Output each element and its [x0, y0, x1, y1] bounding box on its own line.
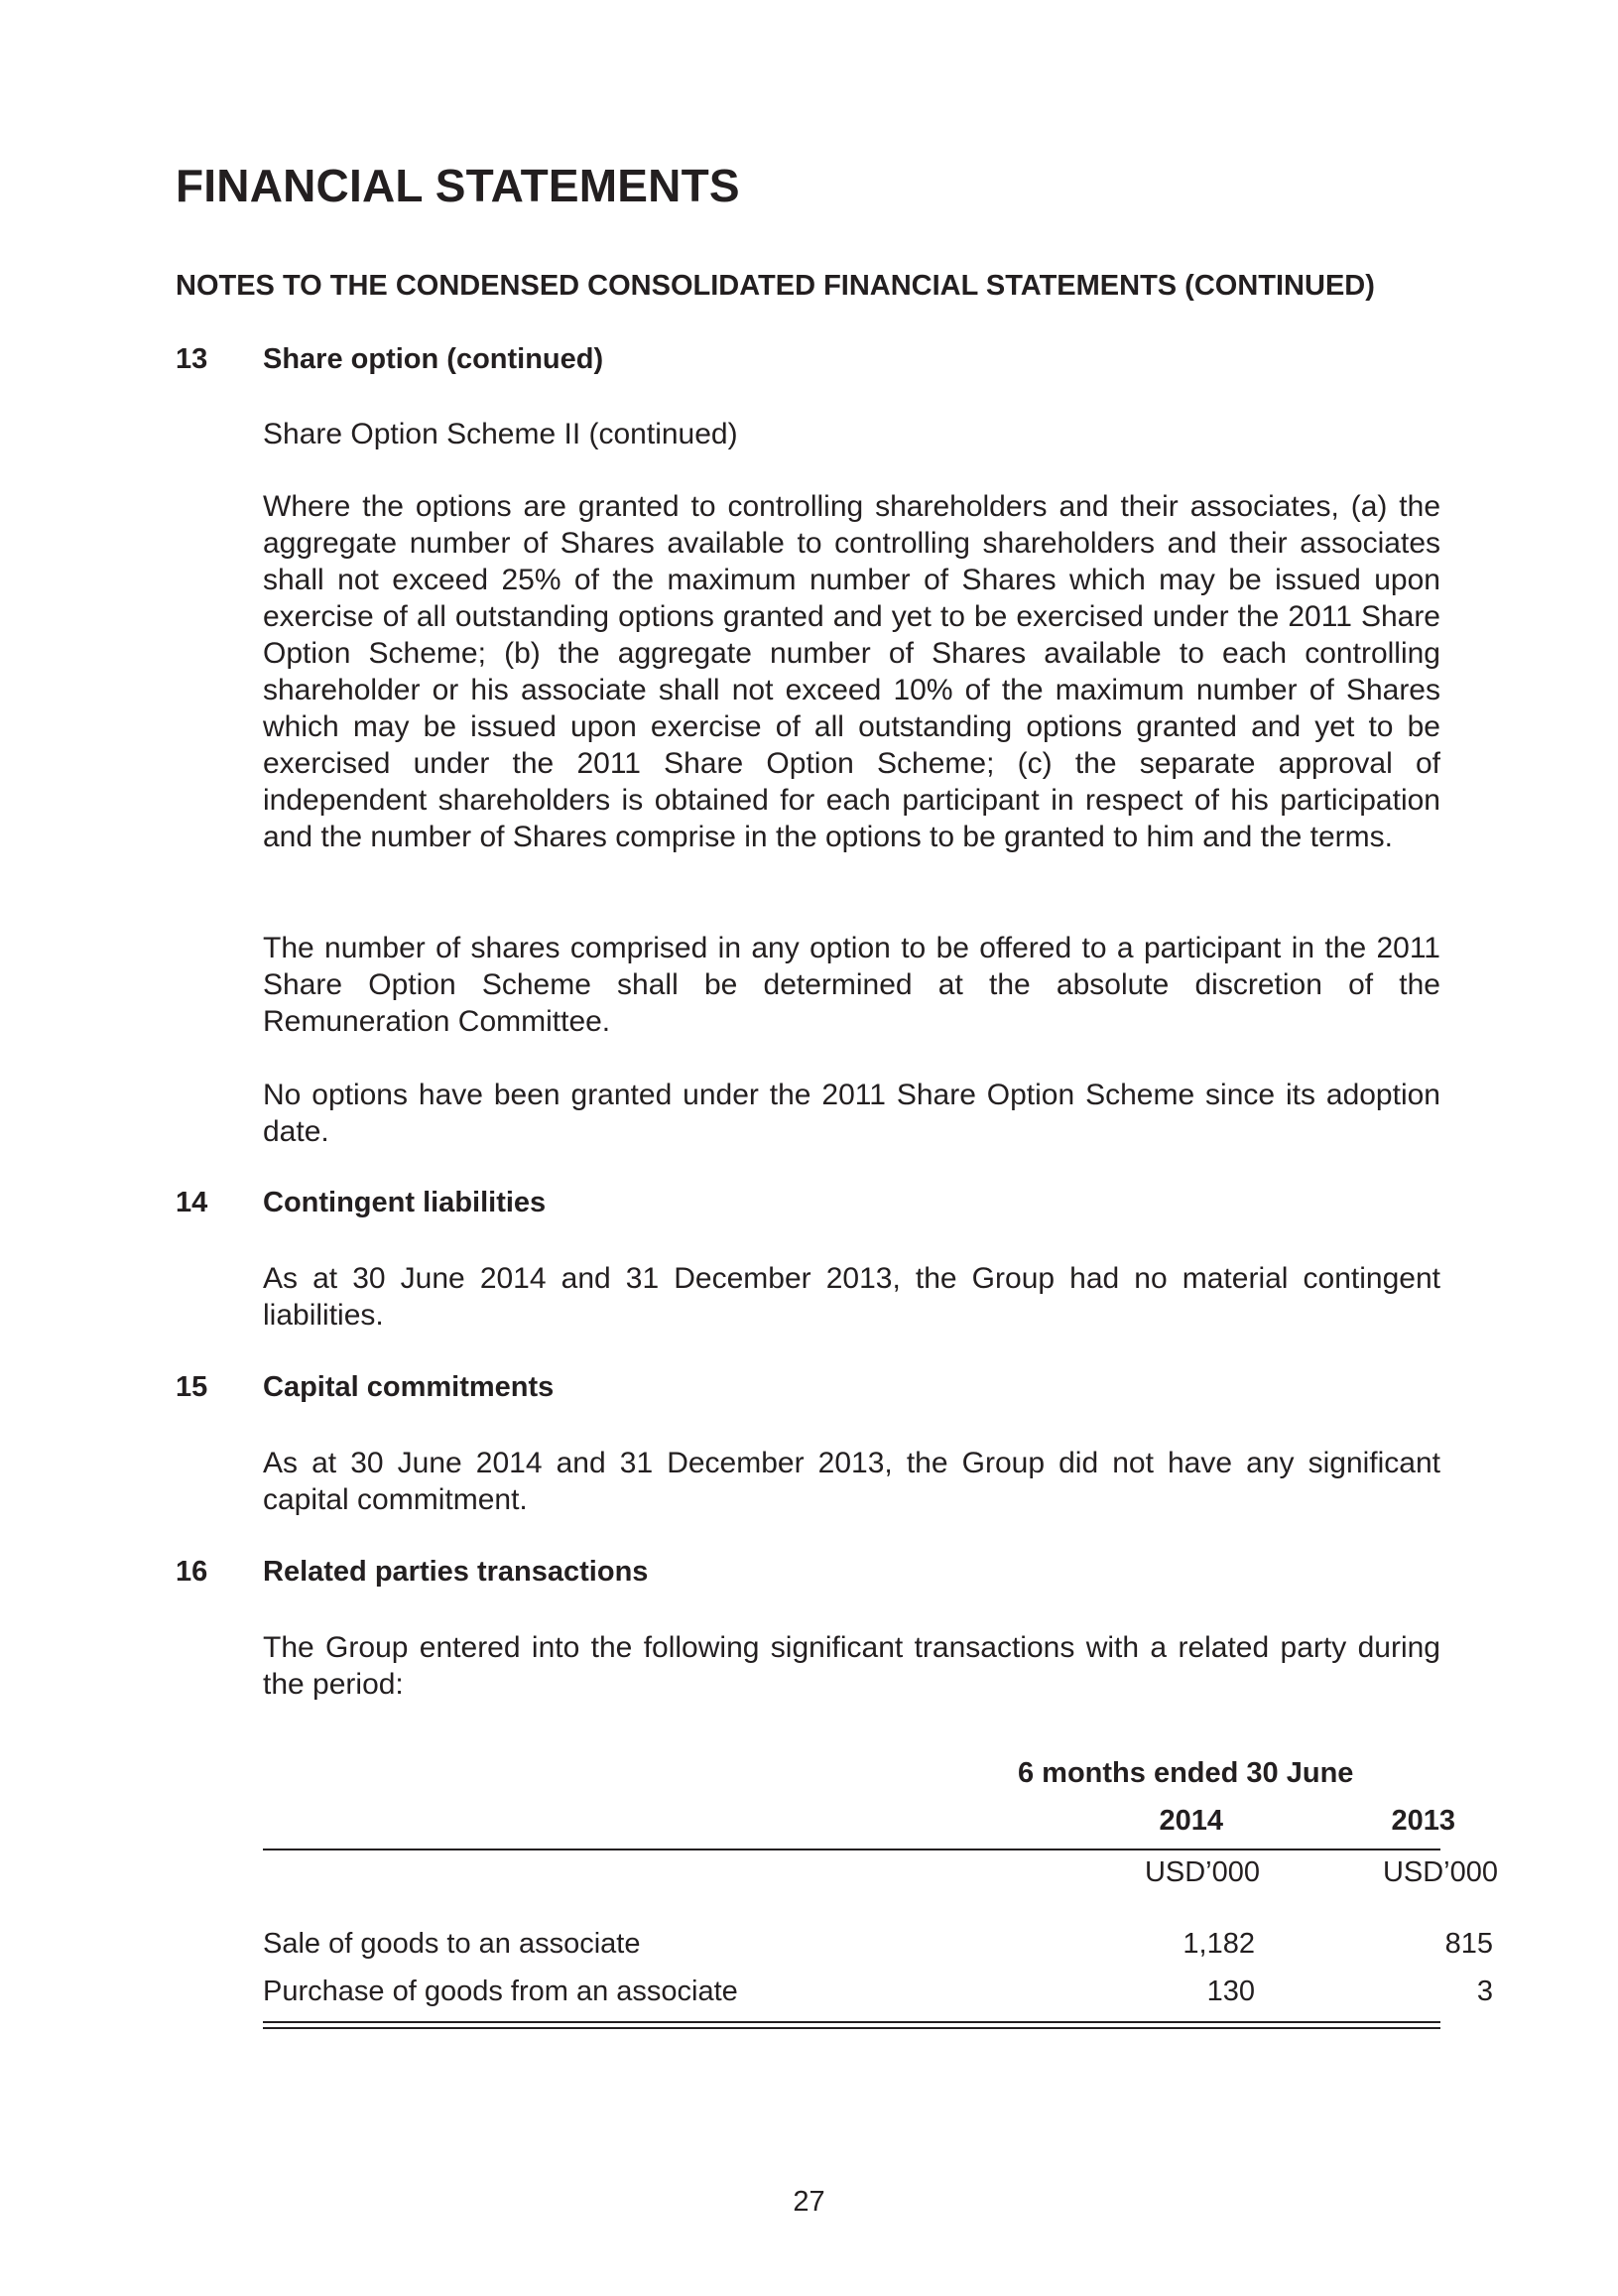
page-number: 27 [793, 2186, 825, 2218]
row-label: Sale of goods to an associate [263, 1928, 641, 1960]
note-title: Share option (continued) [263, 343, 604, 375]
row-value: 815 [1444, 1928, 1493, 1960]
paragraph: As at 30 June 2014 and 31 December 2013, the Group had no material contingent liabilities. [263, 1262, 1440, 1332]
table-year-header: 2014 [1159, 1805, 1223, 1837]
paragraph: No options have been granted under the 2011 Share Option Scheme since its adoption date. [263, 1079, 1440, 1148]
table-year-header: 2013 [1391, 1805, 1455, 1837]
note-number: 13 [176, 343, 208, 375]
note-title: Related parties transactions [263, 1556, 649, 1588]
paragraph: The Group entered into the following significant transactions with a related party during the period: [263, 1631, 1440, 1701]
table-period-header: 6 months ended 30 June [1018, 1757, 1354, 1789]
row-value: 3 [1476, 1976, 1493, 2007]
paragraph: The number of shares comprised in any option to be offered to a participant in the 2011 Share Option Scheme shall be determined at the absolute discretion of the Remuneration Committee. [263, 932, 1440, 1038]
table-total-double-rule [263, 2021, 1440, 2029]
note-number: 14 [176, 1187, 208, 1218]
sub-heading: Share Option Scheme II (continued) [263, 418, 738, 450]
page-title: FINANCIAL STATEMENTS [176, 160, 740, 211]
row-label: Purchase of goods from an associate [263, 1976, 738, 2007]
section-heading: NOTES TO THE CONDENSED CONSOLIDATED FINANCIAL STATEMENTS (CONTINUED) [176, 270, 1375, 302]
table-unit: USD’000 [1144, 1856, 1260, 1888]
table-unit: USD’000 [1382, 1856, 1498, 1888]
paragraph: As at 30 June 2014 and 31 December 2013, the Group did not have any significant capital commitment. [263, 1447, 1440, 1516]
note-number: 15 [176, 1371, 208, 1403]
table-header-rule [263, 1849, 1440, 1850]
note-title: Contingent liabilities [263, 1187, 547, 1218]
note-number: 16 [176, 1556, 208, 1588]
paragraph: Where the options are granted to controlling shareholders and their associates, (a) the aggregate number of Shares available to controlling shareholders and their associates shall not exceed 25% of the maximum number of Shares which may be issued upon exercise of all outstanding options granted and yet to be exercised under the 2011 Share Option Scheme; (b) the aggregate number of Shares available to each controlling shareholder or his associate shall not exceed 10% of the maximum number of Shares which may be issued upon exercise of all outstanding options granted and yet to be exercised under the 2011 Share Option Scheme; (c) the separate approval of independent shareholders is obtained for each participant in respect of his participation and the number of Shares comprise in the options to be granted to him and the terms. [263, 490, 1440, 853]
note-title: Capital commitments [263, 1371, 555, 1403]
row-value: 130 [1206, 1976, 1255, 2007]
row-value: 1,182 [1182, 1928, 1255, 1960]
